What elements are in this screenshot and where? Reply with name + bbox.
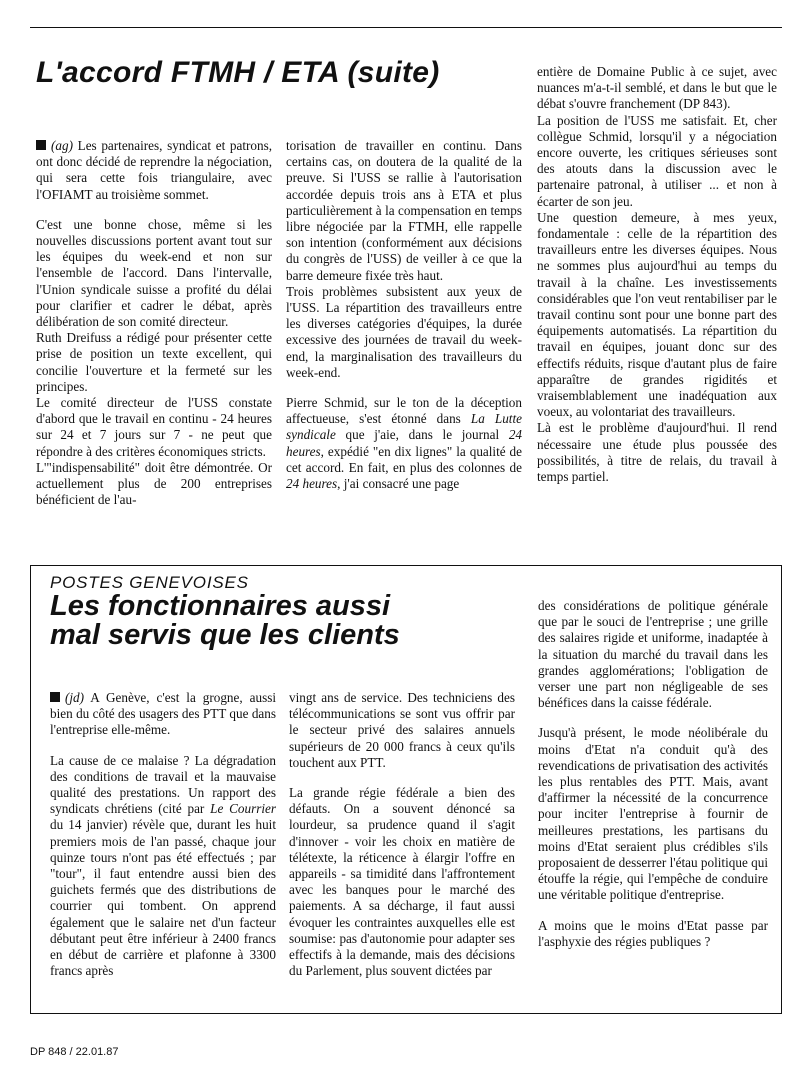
article2-kicker: POSTES GENEVOISES — [50, 573, 249, 592]
article1-column-2 — [286, 138, 522, 492]
paragraph: La grande régie fédérale a bien des défauts. On a souvent dénoncé sa lourdeur, sa prudence quand il s'agit d'innover - voir les choix en matière de télétexte, la réticence à élargir l'offre en appareils - sa timidité dans l'affrontement avec les banques pour le marché des paiements. A sa décharge, il faut aussi évoquer les contraintes auxquelles elle est soumise: pas d'autonomie pour adapter ses effectifs à la demande, mais des décisions du Parlement, plus souvent dictées par — [289, 785, 515, 979]
paragraph: entière de Domaine Public à ce sujet, avec nuances m'a-t-il semblé, et dans le but que le débat s'ouvre franchement (DP 843). — [537, 64, 777, 112]
article2-title-line-2: mal servis que les clients — [50, 619, 400, 651]
article2-column-3 — [538, 598, 768, 950]
footer-issue-date: DP 848 / 22.01.87 — [30, 1046, 119, 1058]
paragraph: La cause de ce malaise ? La dégradation des conditions de travail et la mauvaise qualité des prestations. Un rapport des syndicats chrétiens (cité par Le Courrier du 14 janvier) révèle que, durant les huit premiers mois de l'an passé, chaque jour quinze tours n'ont pas été effectués ; par "tour", il faut entendre aussi bien des guichets fermés que des distributions de courrier qui tombent. On apprend également que le salaire net d'un facteur débutant peut être inférieur à 2400 francs en début de carrière et plafonne à 3300 francs après — [50, 752, 276, 979]
paragraph: Jusqu'à présent, le mode néolibérale du moins d'Etat n'a conduit qu'à des revendications de privatisation des activités les plus rentables des PTT. Mais, avant d'affirmer la nécessité de la concurrence pour inciter l'entreprise à fournir de meilleures prestations, les partisans du moins d'Etat seraient plus crédibles s'ils proposaient de desserrer l'étau politique qui étouffe la régie, qui l'empêche de conduire une véritable politique d'entreprise. — [538, 725, 768, 903]
paragraph: vingt ans de service. Des techniciens des télécommunications se sont vus offrir par le secteur privé des salaires annuels supérieurs de 20 000 francs à ceux qu'ils touchent aux PTT. — [289, 690, 515, 770]
top-rule — [30, 27, 782, 28]
paragraph: Trois problèmes subsistent aux yeux de l'USS. La répartition des travailleurs entre les diverses catégories d'équipes, la durée excessive des journées de travail du week-end, la marginalisation des travailleurs du week-end. — [286, 283, 522, 380]
article2-column-1 — [50, 690, 276, 979]
article2-title-line-1: Les fonctionnaires aussi — [50, 590, 391, 622]
paragraph: A moins que le moins d'Etat passe par l'asphyxie des régies publiques ? — [538, 917, 768, 949]
paragraph: torisation de travailler en continu. Dans certains cas, on doutera de la qualité de la preuve. Si l'USS se rallie à l'autorisation accordée depuis trois ans à ETA et plus particulièrement à la compensation en temps libre négociée par la FTMH, elle rappelle son intention (conformément aux décisions du congrès de l'USS) de veiller à ce que la barre demeure fixée très haut. — [286, 138, 522, 283]
article1-title: L'accord FTMH / ETA (suite) — [36, 56, 440, 89]
article2-column-2 — [289, 690, 515, 979]
paragraph: C'est une bonne chose, même si les nouvelles discussions portent avant tout sur les équipes du week-end et non sur l'ensemble de l'accord. Dans l'intervalle, l'Union syndicale suisse a profité du délai pour clarifier et cadrer le débat, après délibération de son comité directeur. — [36, 216, 272, 330]
paragraph: Une question demeure, à mes yeux, fondamentale : celle de la répartition des travailleurs entre les diverses équipes. Nous ne sommes plus aujourd'hui au temps du travail à la chaîne. Les investissements considérables que l'on veut rentabiliser par le travail continu sont pour une bonne part des équipements automatisés. La répartition du travail en équipes, jouant donc sur des effectifs réduits, risque d'autant plus de faire apparaître de grandes rigidités et vraisemblablement une inadéquation aux voeux, au volontariat des travailleurs. — [537, 209, 777, 420]
paragraph: L'"indispensabilité" doit être démontrée. Or actuellement plus de 200 entreprises bénéficient de l'au- — [36, 459, 272, 508]
article1-column-1 — [36, 138, 272, 508]
paragraph: Pierre Schmid, sur le ton de la déception affectueuse, s'est étonné dans La Lutte syndicale que j'aie, dans le journal 24 heures, expédié "en dix lignes" la qualité de cet accord. En fait, en plus des colonnes de 24 heures, j'ai consacré une page — [286, 395, 522, 492]
paragraph: (ag) Les partenaires, syndicat et patrons, ont donc décidé de reprendre la négociation, qui sera cette fois triangulaire, avec l'OFIAMT au troisième sommet. — [36, 138, 272, 202]
article2-title — [50, 592, 400, 650]
paragraph: des considérations de politique générale que par le souci de l'entreprise ; une grille des salaires rigide et uniforme, inadaptée à la situation du marché du travail dans les grandes agglomérations; l'obligation de verser une part non négligeable de ses bénéfices dans la caisse fédérale. — [538, 598, 768, 711]
square-bullet-icon — [50, 692, 60, 702]
paragraph: Ruth Dreifuss a rédigé pour présenter cette prise de position un texte excellent, qui concilie l'ouverture et la fermeté sur les principes. — [36, 330, 272, 394]
paragraph: Le comité directeur de l'USS constate d'abord que le travail en continu - 24 heures sur 24 et 7 jours sur 7 - ne peut que répondre à des critères économiques stricts. — [36, 395, 272, 459]
article1-column-3 — [537, 64, 777, 485]
paragraph: La position de l'USS me satisfait. Et, cher collègue Schmid, lorsqu'il y a négociation encore ouverte, les critiques sérieuses sont des atouts dans la discussion avec le partenaire patronal, à utiliser ... et non à écarter de son jeu. — [537, 112, 777, 209]
square-bullet-icon — [36, 140, 46, 150]
paragraph: Là est le problème d'aujourd'hui. Il rend nécessaire une étude plus poussée des possibilités, à titre de relais, du travail à temps partiel. — [537, 420, 777, 485]
paragraph: (jd) A Genève, c'est la grogne, aussi bien du côté des usagers des PTT que dans l'entreprise elle-même. — [50, 690, 276, 738]
